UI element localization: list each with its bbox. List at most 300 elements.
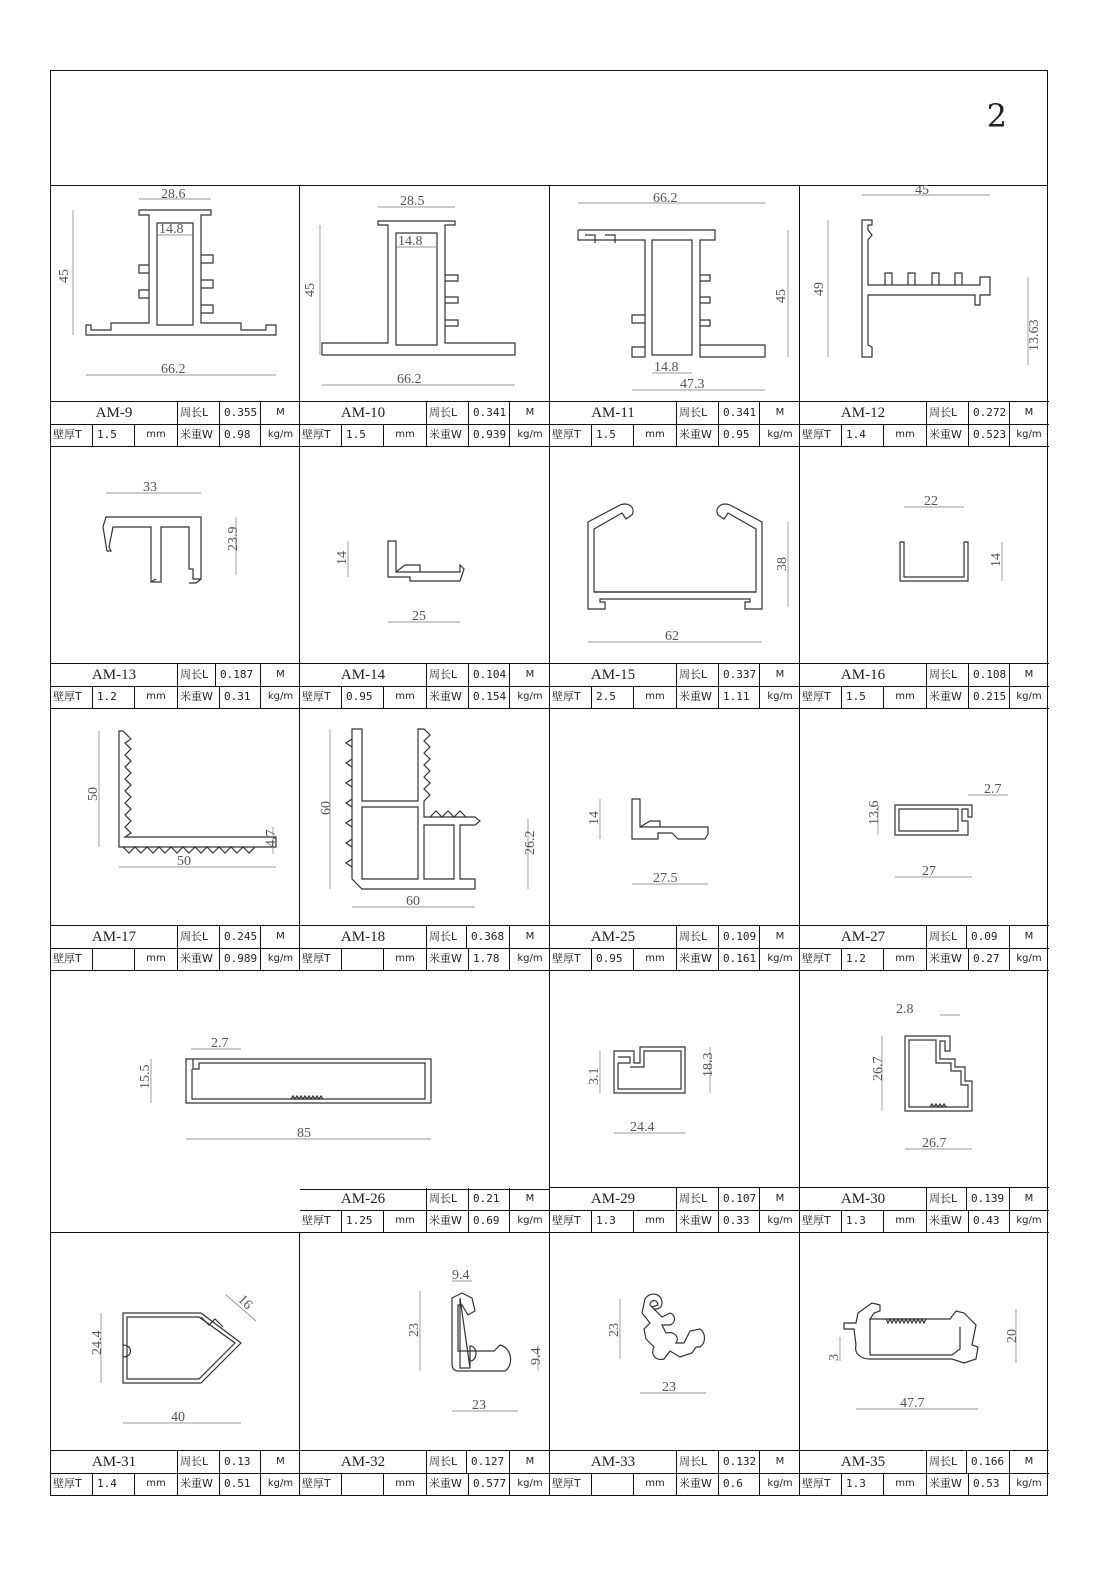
profile-drawing: [51, 447, 300, 665]
perimeter-label: 周长L: [927, 926, 967, 948]
perimeter-value: 0.13: [220, 1451, 261, 1473]
perimeter-label: 周长L: [427, 1451, 467, 1473]
perimeter-value: 0.337: [719, 664, 760, 686]
thickness-label: 壁厚T: [300, 686, 342, 708]
perimeter-unit: M: [1024, 407, 1034, 418]
weight-label: 米重W: [677, 686, 719, 708]
thickness-label: 壁厚T: [51, 948, 93, 970]
profile-drawing: [51, 185, 300, 403]
thickness-value: 1.5: [592, 424, 634, 446]
dim-label: 22: [924, 494, 938, 509]
dim-label: 3.1: [587, 1067, 602, 1085]
spec-table: [800, 1187, 1049, 1232]
profile-card: [800, 1233, 1049, 1495]
perimeter-label: 周长L: [677, 926, 719, 948]
dim-label: 25: [412, 609, 426, 624]
dim-label: 60: [319, 801, 334, 815]
profile-drawing: [550, 971, 800, 1189]
profile-card: [300, 709, 550, 971]
profile-drawing: [550, 185, 800, 403]
weight-unit: kg/m: [767, 953, 793, 964]
model-code: AM-32: [300, 1451, 427, 1473]
spec-table: [300, 1450, 549, 1495]
profile-card: [800, 185, 1049, 447]
thickness-unit: mm: [384, 1210, 427, 1232]
weight-unit: kg/m: [1016, 691, 1042, 702]
perimeter-unit: M: [775, 931, 785, 942]
thickness-value: 1.5: [93, 424, 135, 446]
perimeter-label: 周长L: [677, 1188, 719, 1210]
thickness-label: 壁厚T: [300, 1473, 342, 1495]
profile-drawing: [550, 447, 800, 665]
profile-card: [51, 447, 300, 709]
dim-label: 28.6: [161, 187, 186, 202]
weight-unit: kg/m: [767, 691, 793, 702]
dim-label: 14.8: [159, 222, 184, 237]
dim-label: 47.3: [680, 377, 705, 392]
spec-table: [550, 401, 799, 446]
perimeter-label: 周长L: [178, 664, 216, 686]
dim-label: 66.2: [161, 362, 186, 377]
perimeter-value: 0.109: [719, 926, 760, 948]
dim-label: 24.4: [630, 1120, 655, 1135]
thickness-unit: mm: [135, 686, 178, 708]
weight-label: 米重W: [427, 1210, 469, 1232]
weight-label: 米重W: [427, 1473, 469, 1495]
thickness-label: 壁厚T: [300, 948, 342, 970]
perimeter-unit: M: [525, 669, 535, 680]
perimeter-unit: M: [1024, 1456, 1034, 1467]
model-code: AM-27: [800, 926, 927, 948]
thickness-unit: mm: [634, 948, 677, 970]
dim-label: 66.2: [653, 191, 678, 206]
dim-label: 3: [827, 1354, 842, 1361]
dim-label: 14: [335, 551, 350, 565]
perimeter-label: 周长L: [927, 664, 969, 686]
profile-drawing: [550, 1233, 800, 1451]
perimeter-value: 0.09: [967, 926, 1010, 948]
dim-label: 45: [303, 283, 318, 297]
thickness-unit: mm: [634, 686, 677, 708]
profile-spec-wide: [300, 1189, 550, 1233]
profile-drawing: [300, 185, 550, 403]
thickness-value: 2.5: [592, 686, 634, 708]
model-code: AM-18: [300, 926, 427, 948]
perimeter-value: 0.341: [719, 402, 760, 424]
perimeter-value: 0.341: [469, 402, 510, 424]
dim-label: 50: [177, 854, 191, 869]
spec-table: [550, 663, 799, 708]
perimeter-unit: M: [525, 1193, 535, 1204]
weight-value: 0.154: [469, 686, 510, 708]
model-code: AM-29: [550, 1188, 677, 1210]
spec-table: [300, 1188, 549, 1232]
thickness-unit: mm: [884, 948, 927, 970]
profile-card: [51, 1233, 300, 1495]
dim-label: 23: [472, 1398, 486, 1413]
model-code: AM-13: [51, 664, 178, 686]
thickness-value: 1.2: [93, 686, 135, 708]
weight-label: 米重W: [927, 424, 969, 446]
dim-label: 9.4: [452, 1268, 470, 1283]
thickness-label: 壁厚T: [550, 686, 592, 708]
thickness-value: [342, 1473, 384, 1495]
weight-unit: kg/m: [767, 1478, 793, 1489]
perimeter-label: 周长L: [677, 402, 719, 424]
model-code: AM-25: [550, 926, 677, 948]
dim-label: 27: [922, 864, 936, 879]
profile-card: [550, 185, 800, 447]
weight-value: 0.161: [719, 948, 760, 970]
dim-label: 15.5: [138, 1064, 153, 1089]
profile-card: [300, 185, 550, 447]
weight-label: 米重W: [178, 1473, 220, 1495]
dim-label: 13.6: [867, 800, 882, 825]
profile-drawing: [51, 1233, 300, 1451]
weight-unit: kg/m: [767, 429, 793, 440]
thickness-unit: mm: [884, 1210, 927, 1232]
dim-label: 14.8: [654, 360, 679, 375]
dim-label: 40: [171, 1410, 185, 1425]
perimeter-value: 0.139: [967, 1188, 1010, 1210]
weight-label: 米重W: [178, 948, 220, 970]
weight-value: 1.78: [469, 948, 510, 970]
dim-label: 13.63: [1027, 319, 1042, 351]
weight-value: 0.215: [969, 686, 1010, 708]
perimeter-value: 0.187: [216, 664, 261, 686]
thickness-label: 壁厚T: [51, 1473, 93, 1495]
dim-label: 2.7: [984, 782, 1002, 797]
perimeter-value: 0.132: [719, 1451, 760, 1473]
weight-value: 0.27: [969, 948, 1010, 970]
dim-label: 45: [57, 269, 72, 283]
weight-value: 0.51: [220, 1473, 261, 1495]
perimeter-label: 周长L: [927, 1451, 967, 1473]
perimeter-unit: M: [1024, 1193, 1034, 1204]
perimeter-label: 周长L: [677, 664, 719, 686]
weight-value: 0.69: [469, 1210, 510, 1232]
model-code: AM-15: [550, 664, 677, 686]
spec-table: [51, 925, 299, 970]
page-number: 2: [986, 97, 1007, 135]
perimeter-unit: M: [775, 1456, 785, 1467]
perimeter-value: 0.272: [969, 402, 1010, 424]
profile-card: [550, 709, 800, 971]
perimeter-value: 0.108: [969, 664, 1010, 686]
thickness-unit: mm: [384, 424, 427, 446]
model-code: AM-11: [550, 402, 677, 424]
model-code: AM-9: [51, 402, 178, 424]
model-code: AM-31: [51, 1451, 178, 1473]
perimeter-unit: M: [276, 1456, 285, 1467]
thickness-value: [592, 1473, 634, 1495]
page-header: [51, 71, 1047, 186]
weight-value: 0.989: [220, 948, 261, 970]
spec-table: [550, 1450, 799, 1495]
model-code: AM-33: [550, 1451, 677, 1473]
thickness-label: 壁厚T: [550, 1210, 592, 1232]
weight-unit: kg/m: [767, 1215, 793, 1226]
weight-unit: kg/m: [1016, 429, 1042, 440]
thickness-value: [342, 948, 384, 970]
profile-card: [51, 185, 300, 447]
dim-label: 14: [587, 811, 602, 825]
perimeter-value: 0.245: [220, 926, 261, 948]
perimeter-label: 周长L: [927, 1188, 967, 1210]
perimeter-unit: M: [525, 931, 535, 942]
thickness-value: [93, 948, 135, 970]
profile-drawing: [800, 709, 1048, 927]
weight-label: 米重W: [427, 948, 469, 970]
dim-label: 23: [407, 1323, 422, 1337]
weight-label: 米重W: [677, 948, 719, 970]
dim-label: 28.5: [400, 194, 425, 209]
profile-card: [800, 447, 1049, 709]
thickness-value: 1.3: [592, 1210, 634, 1232]
dim-label: 85: [297, 1126, 311, 1141]
dim-label: 45: [915, 185, 929, 198]
perimeter-unit: M: [775, 1193, 785, 1204]
perimeter-label: 周长L: [927, 402, 969, 424]
spec-table: [800, 1450, 1049, 1495]
profile-card: [300, 447, 550, 709]
dim-label: 24.4: [90, 1330, 105, 1355]
thickness-value: 0.95: [342, 686, 384, 708]
perimeter-label: 周长L: [427, 402, 469, 424]
thickness-unit: mm: [135, 948, 178, 970]
profile-card-wide-drawing: [51, 971, 550, 1189]
thickness-unit: mm: [135, 424, 178, 446]
dim-label: 33: [143, 480, 157, 495]
perimeter-value: 0.127: [467, 1451, 510, 1473]
catalog-sheet: [50, 70, 1048, 1496]
perimeter-unit: M: [775, 669, 785, 680]
thickness-value: 1.4: [842, 424, 884, 446]
weight-value: 0.53: [969, 1473, 1010, 1495]
profile-card: [800, 971, 1049, 1233]
perimeter-value: 0.107: [719, 1188, 760, 1210]
spec-table: [800, 401, 1049, 446]
dim-label: 9.4: [529, 1347, 544, 1365]
perimeter-unit: M: [276, 407, 285, 418]
profile-drawing: [300, 447, 550, 665]
spec-table: [550, 1187, 799, 1232]
perimeter-value: 0.104: [469, 664, 510, 686]
thickness-label: 壁厚T: [550, 1473, 592, 1495]
perimeter-value: 0.166: [967, 1451, 1010, 1473]
weight-label: 米重W: [178, 424, 220, 446]
perimeter-label: 周长L: [178, 402, 220, 424]
dim-label: 23.9: [226, 526, 241, 551]
dim-label: 50: [86, 787, 101, 801]
perimeter-value: 0.368: [467, 926, 510, 948]
profile-drawing: [800, 971, 1048, 1189]
thickness-value: 1.5: [842, 686, 884, 708]
weight-label: 米重W: [927, 1210, 969, 1232]
perimeter-label: 周长L: [677, 1451, 719, 1473]
weight-value: 0.33: [719, 1210, 760, 1232]
thickness-value: 1.3: [842, 1473, 884, 1495]
weight-value: 0.939: [469, 424, 510, 446]
weight-unit: kg/m: [517, 429, 543, 440]
weight-value: 0.43: [969, 1210, 1010, 1232]
perimeter-unit: M: [1024, 931, 1034, 942]
thickness-label: 壁厚T: [550, 948, 592, 970]
perimeter-unit: M: [775, 407, 785, 418]
weight-value: 1.11: [719, 686, 760, 708]
perimeter-value: 0.355: [220, 402, 261, 424]
thickness-value: 0.95: [592, 948, 634, 970]
thickness-unit: mm: [884, 424, 927, 446]
dim-label: 47.7: [900, 1396, 925, 1411]
model-code: AM-14: [300, 664, 427, 686]
dim-label: 2.7: [211, 1036, 229, 1051]
weight-value: 0.6: [719, 1473, 760, 1495]
perimeter-unit: M: [276, 669, 285, 680]
weight-unit: kg/m: [1016, 1478, 1042, 1489]
weight-value: 0.523: [969, 424, 1010, 446]
weight-value: 0.577: [469, 1473, 510, 1495]
weight-label: 米重W: [927, 686, 969, 708]
weight-unit: kg/m: [517, 1215, 543, 1226]
thickness-label: 壁厚T: [51, 686, 93, 708]
profile-drawing: [300, 709, 550, 927]
thickness-unit: mm: [384, 1473, 427, 1495]
dim-label: 4.7: [264, 829, 279, 847]
thickness-unit: mm: [634, 424, 677, 446]
spec-table: [51, 663, 299, 708]
weight-label: 米重W: [927, 948, 969, 970]
thickness-label: 壁厚T: [800, 424, 842, 446]
weight-value: 0.95: [719, 424, 760, 446]
profile-drawing: [300, 1233, 550, 1451]
model-code: AM-16: [800, 664, 927, 686]
dim-label: 26.7: [922, 1136, 947, 1151]
dim-label: 2.8: [896, 1002, 914, 1017]
weight-unit: kg/m: [267, 953, 294, 964]
dim-label: 38: [775, 557, 790, 571]
dim-label: 18.3: [701, 1052, 716, 1077]
profile-drawing: [51, 709, 300, 927]
thickness-label: 壁厚T: [550, 424, 592, 446]
thickness-unit: mm: [384, 686, 427, 708]
dim-label: 49: [812, 282, 827, 296]
perimeter-unit: M: [1024, 669, 1034, 680]
weight-label: 米重W: [677, 424, 719, 446]
weight-label: 米重W: [427, 686, 469, 708]
weight-label: 米重W: [677, 1473, 719, 1495]
dim-label: 14: [989, 553, 1004, 567]
thickness-unit: mm: [135, 1473, 178, 1495]
profile-card: [51, 709, 300, 971]
spec-table: [51, 401, 299, 446]
dim-label: 23: [662, 1380, 676, 1395]
thickness-value: 1.25: [342, 1210, 384, 1232]
dim-label: 14.8: [398, 234, 423, 249]
spec-table: [300, 401, 549, 446]
thickness-label: 壁厚T: [800, 948, 842, 970]
spec-table: [550, 925, 799, 970]
weight-unit: kg/m: [517, 1478, 543, 1489]
dim-label: 16: [234, 1292, 256, 1313]
spec-table: [300, 925, 549, 970]
weight-unit: kg/m: [1016, 1215, 1042, 1226]
weight-unit: kg/m: [517, 691, 543, 702]
perimeter-label: 周长L: [427, 926, 467, 948]
perimeter-unit: M: [525, 407, 535, 418]
thickness-unit: mm: [634, 1210, 677, 1232]
spec-table: [800, 663, 1049, 708]
weight-unit: kg/m: [517, 953, 543, 964]
thickness-unit: mm: [634, 1473, 677, 1495]
profile-drawing: [800, 1233, 1048, 1451]
perimeter-unit: M: [525, 1456, 535, 1467]
profile-drawing: [800, 185, 1048, 403]
spec-table: [800, 925, 1049, 970]
profile-card: [800, 709, 1049, 971]
profile-card: [550, 447, 800, 709]
model-code: AM-10: [300, 402, 427, 424]
thickness-label: 壁厚T: [51, 424, 93, 446]
profile-drawing: [800, 447, 1048, 665]
thickness-label: 壁厚T: [300, 424, 342, 446]
dim-label: 60: [406, 894, 420, 909]
thickness-label: 壁厚T: [800, 1473, 842, 1495]
weight-value: 0.98: [220, 424, 261, 446]
model-code: AM-17: [51, 926, 178, 948]
perimeter-label: 周长L: [178, 1451, 220, 1473]
profile-card: [550, 1233, 800, 1495]
thickness-value: 1.3: [842, 1210, 884, 1232]
dim-label: 26.7: [871, 1056, 886, 1081]
weight-value: 0.31: [220, 686, 261, 708]
perimeter-unit: M: [276, 931, 285, 942]
thickness-label: 壁厚T: [300, 1210, 342, 1232]
weight-label: 米重W: [178, 686, 220, 708]
model-code: AM-35: [800, 1451, 927, 1473]
profile-card: [550, 971, 800, 1233]
perimeter-value: 0.21: [469, 1188, 510, 1210]
thickness-value: 1.4: [93, 1473, 135, 1495]
thickness-label: 壁厚T: [800, 1210, 842, 1232]
weight-unit: kg/m: [267, 1478, 294, 1489]
weight-unit: kg/m: [267, 691, 294, 702]
weight-label: 米重W: [427, 424, 469, 446]
model-code: AM-30: [800, 1188, 927, 1210]
perimeter-label: 周长L: [427, 664, 469, 686]
spec-table: [51, 1450, 299, 1495]
weight-unit: kg/m: [1016, 953, 1042, 964]
dim-label: 62: [665, 629, 679, 644]
dim-label: 45: [774, 289, 789, 303]
dim-label: 27.5: [653, 871, 678, 886]
profile-card: [300, 1233, 550, 1495]
thickness-value: 1.5: [342, 424, 384, 446]
dim-label: 20: [1005, 1329, 1020, 1343]
perimeter-label: 周长L: [427, 1188, 469, 1210]
dim-label: 26.2: [523, 830, 538, 855]
dim-label: 23: [607, 1323, 622, 1337]
model-code: AM-26: [300, 1188, 427, 1210]
weight-unit: kg/m: [267, 429, 294, 440]
thickness-unit: mm: [884, 686, 927, 708]
thickness-unit: mm: [384, 948, 427, 970]
thickness-label: 壁厚T: [800, 686, 842, 708]
profile-drawing: [550, 709, 800, 927]
dim-label: 66.2: [397, 372, 422, 387]
weight-label: 米重W: [927, 1473, 969, 1495]
spec-table: [300, 663, 549, 708]
